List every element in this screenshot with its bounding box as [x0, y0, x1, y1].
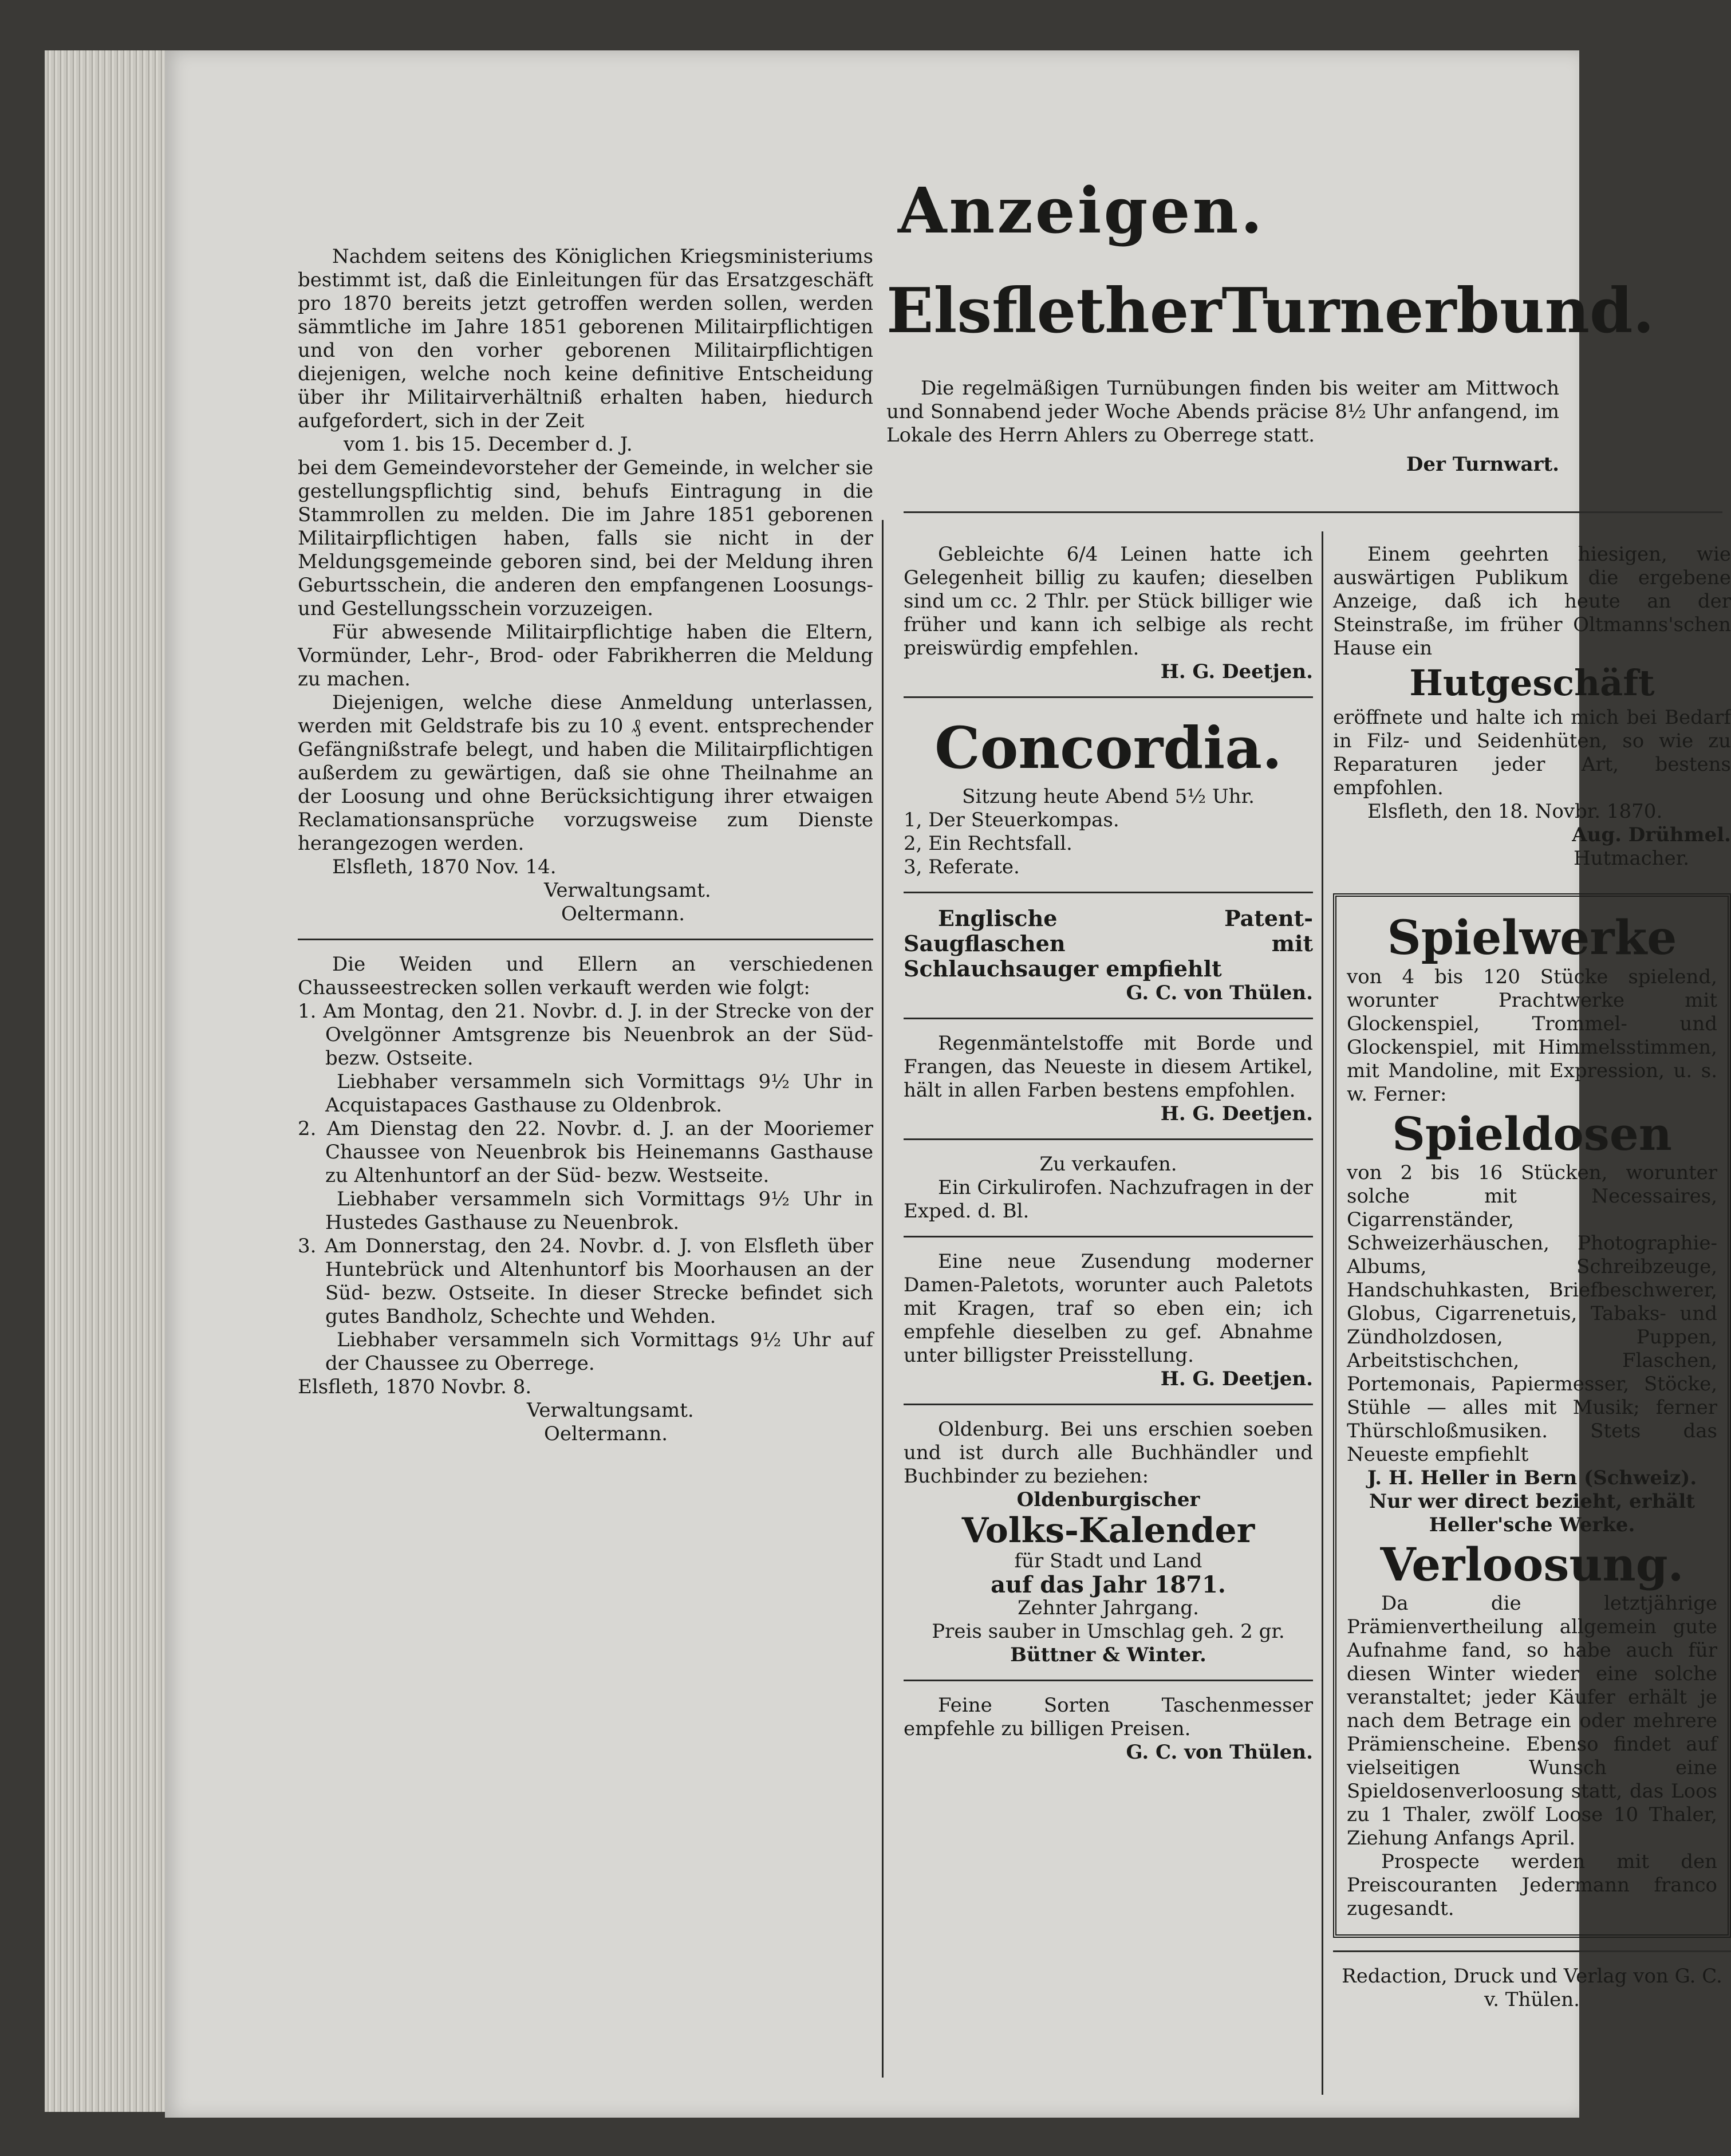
divider: [904, 511, 1722, 513]
hat-shop-signer: Aug. Drühmel.: [1572, 823, 1731, 846]
hat-shop-body2: eröffnete und halte ich mich bei Bedarf in Filz- und Seidenhüten, so wie zu Reparaturen jeder Art, bestens empfohlen.: [1333, 706, 1731, 799]
hat-shop-title: Hutgeschäft: [1409, 662, 1655, 704]
divider: [904, 1680, 1313, 1681]
divider: [904, 1018, 1313, 1019]
lottery-title: Verloosung.: [1380, 1538, 1684, 1591]
music-box-seller: J. H. Heller in Bern (Schweiz).: [1367, 1467, 1697, 1489]
divider: [298, 939, 873, 940]
conscription-dates: vom 1. bis 15. December d. J.: [344, 433, 633, 456]
conscription-notice-body4: Diejenigen, welche diese Anmeldung unterlassen, werden mit Geldstrafe bis zu 10 ₰ event. entsprechender Gefängnißstrafe belegt, und haben die Militairpflichtigen außerdem zu gewärtigen, daß sie ohne Theilnahme an der Loosung und ohne Berücksichtigung ihrer etwaigen Reclamationsansprüche vorzugsweise zum Dienste herangezogen werden.: [298, 691, 873, 855]
willow-signer: Oeltermann.: [544, 1422, 668, 1445]
divider: [1333, 1950, 1731, 1952]
paletots-ad-body: Eine neue Zusendung moderner Damen-Paletots, worunter auch Paletots mit Kragen, traf so eben ein; ich empfehle dieselben zu gef. Abnahme unter billigster Preisstellung.: [904, 1250, 1313, 1367]
calendar-publisher: Büttner & Winter.: [1010, 1643, 1206, 1666]
column-rule: [1322, 531, 1323, 2095]
page-title: Anzeigen.: [898, 174, 1265, 247]
paletots-ad-signer: H. G. Deetjen.: [1160, 1367, 1313, 1390]
hat-shop-role: Hutmacher.: [1574, 847, 1690, 870]
bottles-ad-signer: G. C. von Thülen.: [1126, 982, 1313, 1004]
right-column: [1333, 543, 1731, 2012]
raincoat-ad-signer: H. G. Deetjen.: [1160, 1102, 1313, 1125]
book-page-edges: [45, 50, 165, 2112]
divider: [904, 892, 1313, 893]
willow-sale-list: [298, 1000, 873, 1375]
calendar-edition: Zehnter Jahrgang.: [1018, 1597, 1199, 1619]
music-works-title: Spielwerke: [1387, 911, 1677, 965]
calendar-price: Preis sauber in Umschlag geh. 2 gr.: [932, 1620, 1285, 1643]
divider: [904, 1404, 1313, 1405]
conscription-notice-body2: bei dem Gemeindevorsteher der Gemeinde, in welcher sie gestellungspflichtig sind, behufs Eintragung in die Stammrollen zu melden. Die im Jahre 1851 geborenen Militairpflichtigen haben, falls sie nicht in der Meldungsgemeinde geboren sind, bei der Meldung ihren Geburtsschein, die anderen den empfangenen Loosungs- und Gestellungsschein vorzuzeigen.: [298, 456, 873, 620]
turnerbund-title: [886, 268, 1655, 354]
lottery-body: Da die letztjährige Prämienvertheilung allgemein gute Aufnahme fand, so habe auch für diesen Winter wieder eine solche veranstaltet; jeder Käufer erhält je nach dem Betrage ein oder mehrere Prämienscheine. Ebenso findet auf vielseitigen Wunsch eine Spieldosenverloosung statt, das Loos zu 1 Thaler, zwölf Loose 10 Thaler, Ziehung Anfangs April.: [1347, 1592, 1717, 1850]
music-box-note: Nur wer direct bezieht, erhält Heller'sche Werke.: [1369, 1490, 1695, 1536]
concordia-item: 2, Ein Rechtsfall.: [904, 832, 1072, 855]
knives-ad-signer: G. C. von Thülen.: [1126, 1741, 1313, 1764]
calendar-subtitle: für Stadt und Land: [1014, 1550, 1202, 1572]
willow-place-date: Elsfleth, 1870 Novbr. 8.: [298, 1375, 532, 1398]
conscription-signer: Oeltermann.: [561, 902, 685, 925]
bottles-ad-body: Englische Patent-Saugflaschen mit Schlauchsauger empfiehlt: [904, 905, 1313, 982]
conscription-notice-body3: Für abwesende Militairpflichtige haben die Eltern, Vormünder, Lehr-, Brod- oder Fabrikherren die Meldung zu machen.: [298, 621, 873, 691]
music-boxes-title: Spieldosen: [1392, 1107, 1672, 1161]
middle-column: [904, 543, 1313, 1764]
for-sale-body: Ein Cirkulirofen. Nachzufragen in der Exped. d. Bl.: [904, 1176, 1313, 1223]
turnerbund-body: Die regelmäßigen Turnübungen finden bis weiter am Mittwoch und Sonnabend jeder Woche Abends präcise 8½ Uhr anfangend, im Lokale des Herrn Ahlers zu Oberrege statt.: [886, 377, 1559, 447]
left-column: [298, 245, 873, 1446]
divider: [904, 696, 1313, 698]
music-works-body: von 4 bis 120 Stücke spielend, worunter Prachtwerke mit Glockenspiel, Trommel- und Glockenspiel, mit Himmelsstimmen, mit Mandoline, mit Expression, u. s. w. Ferner:: [1347, 965, 1717, 1106]
music-box-ad: [1333, 893, 1731, 1938]
concordia-title: Concordia.: [934, 714, 1282, 782]
raincoat-ad-body: Regenmäntelstoffe mit Borde und Frangen, das Neueste in diesem Artikel, hält in allen Farben bestens empfohlen.: [904, 1032, 1313, 1102]
turnerbund-title-left: Elsflether: [886, 275, 1222, 347]
concordia-item: 3, Referate.: [904, 856, 1020, 878]
linen-ad-body: Gebleichte 6/4 Leinen hatte ich Gelegenheit billig zu kaufen; dieselben sind um cc. 2 Thlr. per Stück billiger wie früher und kann ich selbige als recht preiswürdig empfehlen.: [904, 543, 1313, 660]
for-sale-heading: Zu verkaufen.: [1039, 1153, 1177, 1176]
conscription-office: Verwaltungsamt.: [544, 879, 711, 902]
column-rule: [882, 520, 884, 2078]
linen-ad-signer: H. G. Deetjen.: [1160, 660, 1313, 683]
turnerbund-signer: Der Turnwart.: [1406, 453, 1559, 476]
list-item: 3. Am Donnerstag, den 24. Novbr. d. J. von Elsfleth über Huntebrück und Altenhuntorf bis Moorhausen an der Süd- bezw. Ostseite. In dieser Strecke befindet sich gutes Bandholz, Schechte und Wehden.: [298, 1235, 873, 1328]
header-block: [886, 174, 1655, 476]
lottery-prospectus: Prospecte werden mit den Preiscouranten Jedermann franco zugesandt.: [1347, 1850, 1717, 1920]
divider: [904, 1236, 1313, 1237]
knives-ad-body: Feine Sorten Taschenmesser empfehle zu billigen Preisen.: [904, 1694, 1313, 1740]
divider: [904, 1138, 1313, 1140]
calendar-ad-intro: Oldenburg. Bei uns erschien soeben und ist durch alle Buchhändler und Buchbinder zu beziehen:: [904, 1418, 1313, 1488]
turnerbund-title-right: Turnerbund.: [1221, 275, 1655, 347]
concordia-item: 1, Der Steuerkompas.: [904, 809, 1119, 831]
newspaper-page: [165, 50, 1731, 2118]
music-boxes-body: von 2 bis 16 Stücken, worunter solche mit Necessaires, Cigarrenständer, Schweizerhäuschen, Photographie-Albums, Schreibzeuge, Handschuhkasten, Briefbeschwerer, Globus, Cigarrenetuis, Tabaks- und Zündholzdosen, Puppen, Arbeitstischchen, Flaschen, Portemonais, Papiermesser, Stöcke, Stühle — alles mit Musik; ferner Thürschloßmusiken. Stets das Neueste empfiehlt: [1347, 1161, 1717, 1466]
hat-shop-place-date: Elsfleth, den 18. Novbr. 1870.: [1367, 800, 1663, 823]
conscription-notice-body: Nachdem seitens des Königlichen Kriegsministeriums bestimmt ist, daß die Einleitungen für das Ersatzgeschäft pro 1870 bereits jetzt getroffen werden sollen, werden sämmtliche im Jahre 1851 geborenen Militairpflichtigen und von den vorher geborenen Militairpflichtigen diejenigen, welche noch keine definitive Entscheidung über ihr Militairverhältniß erhalten haben, hiedurch aufgefordert, sich in der Zeit: [298, 245, 873, 432]
list-item: Liebhaber versammeln sich Vormittags 9½ Uhr auf der Chaussee zu Oberrege.: [325, 1329, 873, 1375]
list-item: Liebhaber versammeln sich Vormittags 9½ Uhr in Hustedes Gasthause zu Neuenbrok.: [325, 1188, 873, 1234]
imprint: Redaction, Druck und Verlag von G. C. v. Thülen.: [1342, 1965, 1722, 2011]
willow-office: Verwaltungsamt.: [527, 1399, 694, 1422]
calendar-year: auf das Jahr 1871.: [991, 1571, 1226, 1598]
list-item: Liebhaber versammeln sich Vormittags 9½ Uhr in Acquistapaces Gasthause zu Oldenbrok.: [325, 1070, 873, 1117]
list-item: 1. Am Montag, den 21. Novbr. d. J. in der Strecke von der Ovelgönner Amtsgrenze bis Neuenbrok an der Süd- bezw. Ostseite.: [298, 1000, 873, 1070]
conscription-place-date: Elsfleth, 1870 Nov. 14.: [332, 856, 557, 878]
willow-sale-intro: Die Weiden und Ellern an verschiedenen Chausseestrecken sollen verkauft werden wie folgt:: [298, 953, 873, 999]
calendar-title-line1: Oldenburgischer: [1016, 1488, 1200, 1511]
concordia-meeting-time: Sitzung heute Abend 5½ Uhr.: [962, 785, 1255, 808]
list-item: 2. Am Dienstag den 22. Novbr. d. J. an der Mooriemer Chaussee von Neuenbrok bis Heinemanns Gasthause zu Altenhuntorf an der Süd- bezw. Westseite.: [298, 1117, 873, 1187]
hat-shop-body: Einem geehrten hiesigen, wie auswärtigen Publikum die ergebene Anzeige, daß ich heute an der Steinstraße, im früher Oltmanns'schen Hause ein: [1333, 543, 1731, 660]
calendar-title: Volks-Kalender: [961, 1511, 1255, 1551]
